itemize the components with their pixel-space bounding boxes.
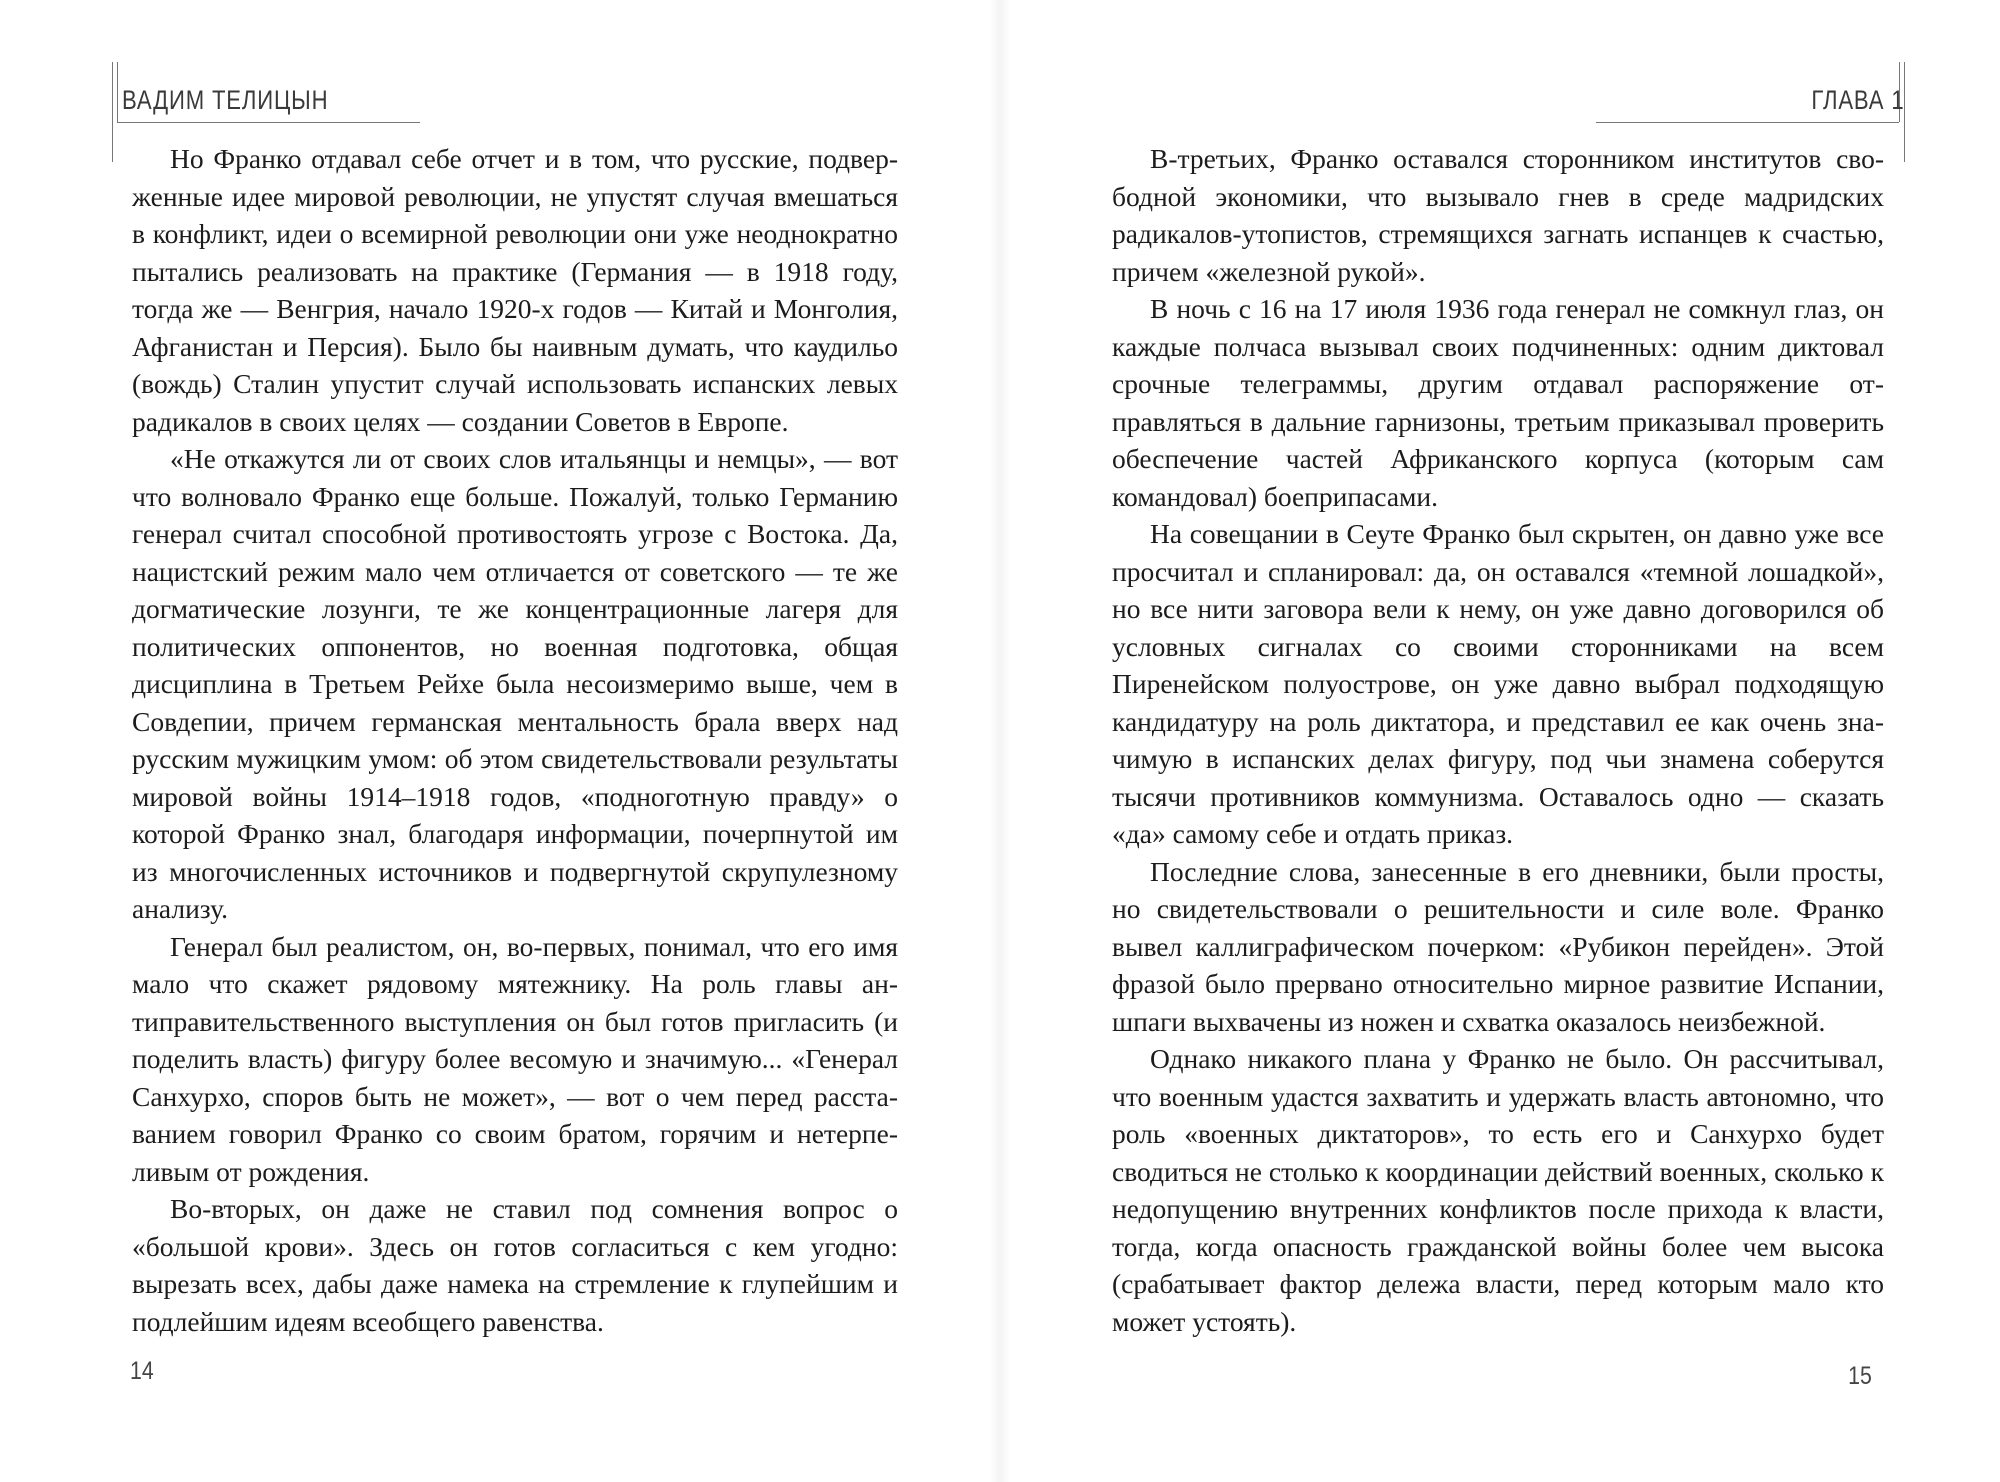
page-number: 15: [1848, 1362, 1872, 1390]
header-rule-horizontal: [117, 122, 420, 123]
paragraph: Последние слова, занесенные в его дневники, были просты, но свидетельствовали о решительности и силе воле. Франко вывел каллиграфическом почерком: «Рубикон перейден». Этой фразой было прервано относительно мирное развитие Испании, шпаги выхвачены из ножен и схватка оказалось неизбежной.: [1112, 855, 1884, 1037]
paragraph: Но Франко отдавал себе отчет и в том, что русские, подверженные идее мировой революции, не упустят случая вмешаться в конфликт, идеи о всемирной революции они уже неоднократно пытались реализовать на практике (Германия — в 1918 году, тогда же — Венгрия, начало 1920-х годов — Китай и Монголия, Афганистан и Персия). Было бы наивным думать, что каудильо (вождь) Сталин упустит случай использовать испанских левых радикалов в своих целях — создании Советов в Европе.: [132, 143, 898, 437]
right-page: [1000, 0, 2000, 1482]
paragraph: «Не откажутся ли от своих слов итальянцы и немцы», — вот что волновало Франко еще больше. Пожалуй, только Германию генерал считал способной противостоять угрозе с Востока. Да, нацистский режим мало чем отличается от советского — те же догматические лозунги, те же концентрационные лагеря для политических оппонентов, но военная подготовка, общая дисциплина в Третьем Рейхе была несоизмеримо выше, чем в Совдепии, причем германская ментальность брала вверх над русским мужицким умом: об этом свидетельствовали результаты мировой войны 1914–1918 годов, «подноготную правду» о которой Франко знал, благодаря информации, почерпнутой им из многочисленных источников и подвергнутой скрупулезному анализу.: [132, 443, 898, 924]
running-head-author: ВАДИМ ТЕЛИЦЫН: [122, 85, 329, 115]
page-number: 14: [130, 1357, 154, 1385]
paragraph: Генерал был реалистом, он, во-первых, понимал, что его имя мало что скажет рядовому мятежнику. На роль главы антиправительственного выступления он был готов пригласить (и поделить власть) фигуру более весомую и значимую... «Генерал Санхурхо, споров быть не может», — вот о чем перед расставанием говорил Франко со своим братом, горячим и нетерпеливым от рождения.: [132, 930, 898, 1187]
running-head-chapter: ГЛАВА 1: [1810, 85, 1904, 115]
left-page-body: [132, 140, 898, 1340]
paragraph: Во-вторых, он даже не ставил под сомнения вопрос о «большой крови». Здесь он готов согласиться с кем угодно: вырезать всех, дабы даже намека на стремление к глупейшим и подлейшим идеям всеобщего равенства.: [132, 1193, 898, 1337]
paragraph: На совещании в Сеуте Франко был скрытен, он давно уже все просчитал и спланировал: да, он оставался «темной лошадкой», но все нити заговора вели к нему, он уже давно договорился об условных сигналах со своими сторонниками на всем Пиренейском полуострове, он уже давно выбрал подходящую кандидатуру на роль диктатора, и представил ее как очень значимую в испанских делах фигуру, под чьи знамена соберутся тысячи противников коммунизма. Оставалось одно — сказать «да» самому себе и отдать приказ.: [1112, 518, 1884, 849]
header-rule-vertical: [112, 62, 113, 162]
paragraph: Однако никакого плана у Франко не было. Он рассчитывал, что военным удастся захватить и удержать власть автономно, что роль «военных диктаторов», то есть его и Санхурхо будет сводиться не столько к координации действий военных, сколько к недопущению внутренних конфликтов после прихода к власти, тогда, когда опасность гражданской войны более чем высока (срабатывает фактор дележа власти, перед которым мало кто может устоять).: [1112, 1043, 1884, 1337]
paragraph: В-третьих, Франко оставался сторонником институтов свободной экономики, что вызывало гнев в среде мадридских радикалов-утопистов, стремящихся загнать испанцев к счастью, причем «железной рукой».: [1112, 143, 1884, 287]
paragraph: В ночь с 16 на 17 июля 1936 года генерал не сомкнул глаз, он каждые полчаса вызывал своих подчиненных: одним диктовал срочные телеграммы, другим отдавал распоряжение отправляться в дальние гарнизоны, третьим приказывал проверить обеспечение частей Африканского корпуса (которым сам командовал) боеприпасами.: [1112, 293, 1884, 512]
right-page-body: [1112, 140, 1884, 1340]
header-rule-horizontal: [1596, 122, 1899, 123]
header-rule-vertical-inner: [117, 62, 118, 122]
